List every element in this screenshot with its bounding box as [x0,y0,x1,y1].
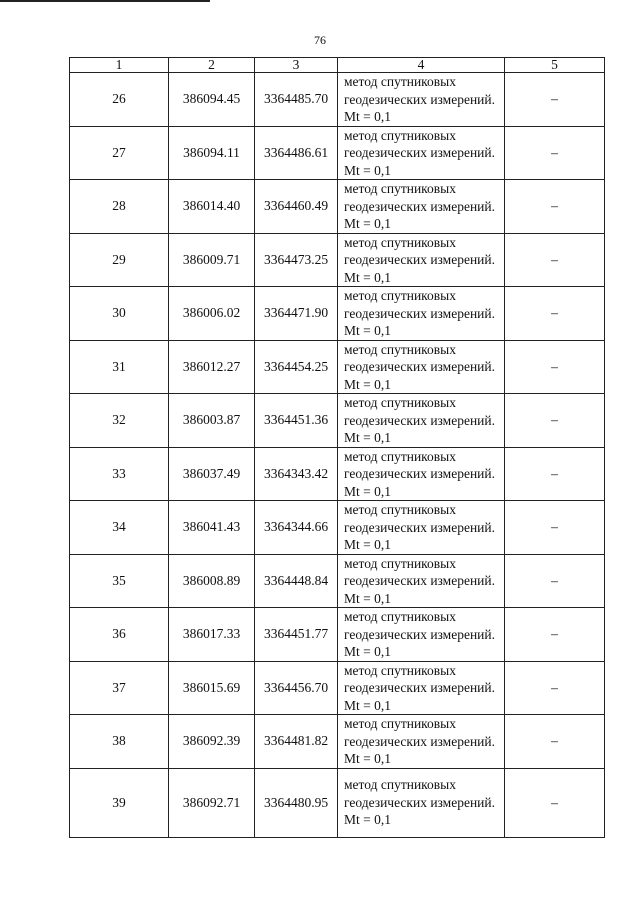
table-row [70,340,605,394]
x-coordinate-cell: 386092.71 [169,768,255,837]
table-row [70,126,605,180]
note-cell: – [505,768,605,837]
table-row [70,501,605,555]
x-coordinate-cell: 386006.02 [169,287,255,341]
column-header: 4 [338,58,505,73]
column-header: 5 [505,58,605,73]
y-coordinate-cell: 3364456.70 [255,661,338,715]
note-cell: – [505,180,605,234]
table-row [70,287,605,341]
note-cell: – [505,73,605,127]
x-coordinate-cell: 386014.40 [169,180,255,234]
table-header-row [70,58,605,73]
point-number-cell: 29 [70,233,169,287]
x-coordinate-cell: 386017.33 [169,608,255,662]
note-cell: – [505,661,605,715]
point-number-cell: 35 [70,554,169,608]
y-coordinate-cell: 3364451.77 [255,608,338,662]
x-coordinate-cell: 386012.27 [169,340,255,394]
method-cell: метод спутниковых геодезических измерений. Mt = 0,1 [338,180,505,234]
x-coordinate-cell: 386009.71 [169,233,255,287]
y-coordinate-cell: 3364485.70 [255,73,338,127]
method-cell: метод спутниковых геодезических измерений. Mt = 0,1 [338,233,505,287]
y-coordinate-cell: 3364481.82 [255,715,338,769]
point-number-cell: 30 [70,287,169,341]
note-cell: – [505,501,605,555]
y-coordinate-cell: 3364460.49 [255,180,338,234]
point-number-cell: 33 [70,447,169,501]
y-coordinate-cell: 3364480.95 [255,768,338,837]
point-number-cell: 37 [70,661,169,715]
table-row [70,447,605,501]
x-coordinate-cell: 386094.45 [169,73,255,127]
note-cell: – [505,608,605,662]
method-cell: метод спутниковых геодезических измерений. Mt = 0,1 [338,126,505,180]
method-cell: метод спутниковых геодезических измерений. Mt = 0,1 [338,661,505,715]
point-number-cell: 27 [70,126,169,180]
table-row [70,715,605,769]
point-number-cell: 39 [70,768,169,837]
column-header: 3 [255,58,338,73]
table-row [70,554,605,608]
note-cell: – [505,287,605,341]
note-cell: – [505,126,605,180]
method-cell: метод спутниковых геодезических измерений. Mt = 0,1 [338,447,505,501]
y-coordinate-cell: 3364344.66 [255,501,338,555]
y-coordinate-cell: 3364454.25 [255,340,338,394]
method-cell: метод спутниковых геодезических измерений. Mt = 0,1 [338,394,505,448]
point-number-cell: 26 [70,73,169,127]
method-cell: метод спутниковых геодезических измерений. Mt = 0,1 [338,715,505,769]
y-coordinate-cell: 3364486.61 [255,126,338,180]
note-cell: – [505,233,605,287]
table-row [70,180,605,234]
column-header: 1 [70,58,169,73]
page-number: 76 [314,33,326,47]
point-number-cell: 31 [70,340,169,394]
method-cell: метод спутниковых геодезических измерений. Mt = 0,1 [338,340,505,394]
y-coordinate-cell: 3364473.25 [255,233,338,287]
note-cell: – [505,394,605,448]
table-row [70,768,605,837]
note-cell: – [505,340,605,394]
y-coordinate-cell: 3364451.36 [255,394,338,448]
x-coordinate-cell: 386092.39 [169,715,255,769]
note-cell: – [505,447,605,501]
table-row [70,661,605,715]
x-coordinate-cell: 386037.49 [169,447,255,501]
note-cell: – [505,715,605,769]
x-coordinate-cell: 386094.11 [169,126,255,180]
method-cell: метод спутниковых геодезических измерений. Mt = 0,1 [338,73,505,127]
x-coordinate-cell: 386003.87 [169,394,255,448]
note-cell: – [505,554,605,608]
method-cell: метод спутниковых геодезических измерений. Mt = 0,1 [338,287,505,341]
y-coordinate-cell: 3364471.90 [255,287,338,341]
x-coordinate-cell: 386015.69 [169,661,255,715]
method-cell: метод спутниковых геодезических измерений. Mt = 0,1 [338,768,505,837]
x-coordinate-cell: 386041.43 [169,501,255,555]
table-row [70,73,605,127]
point-number-cell: 32 [70,394,169,448]
top-rule [0,0,210,2]
point-number-cell: 36 [70,608,169,662]
table-row [70,394,605,448]
coordinates-table [69,57,605,838]
column-header: 2 [169,58,255,73]
point-number-cell: 34 [70,501,169,555]
method-cell: метод спутниковых геодезических измерений. Mt = 0,1 [338,501,505,555]
table-row [70,233,605,287]
method-cell: метод спутниковых геодезических измерений. Mt = 0,1 [338,554,505,608]
table-row [70,608,605,662]
y-coordinate-cell: 3364343.42 [255,447,338,501]
table-body [70,73,605,838]
point-number-cell: 28 [70,180,169,234]
y-coordinate-cell: 3364448.84 [255,554,338,608]
point-number-cell: 38 [70,715,169,769]
method-cell: метод спутниковых геодезических измерений. Mt = 0,1 [338,608,505,662]
x-coordinate-cell: 386008.89 [169,554,255,608]
